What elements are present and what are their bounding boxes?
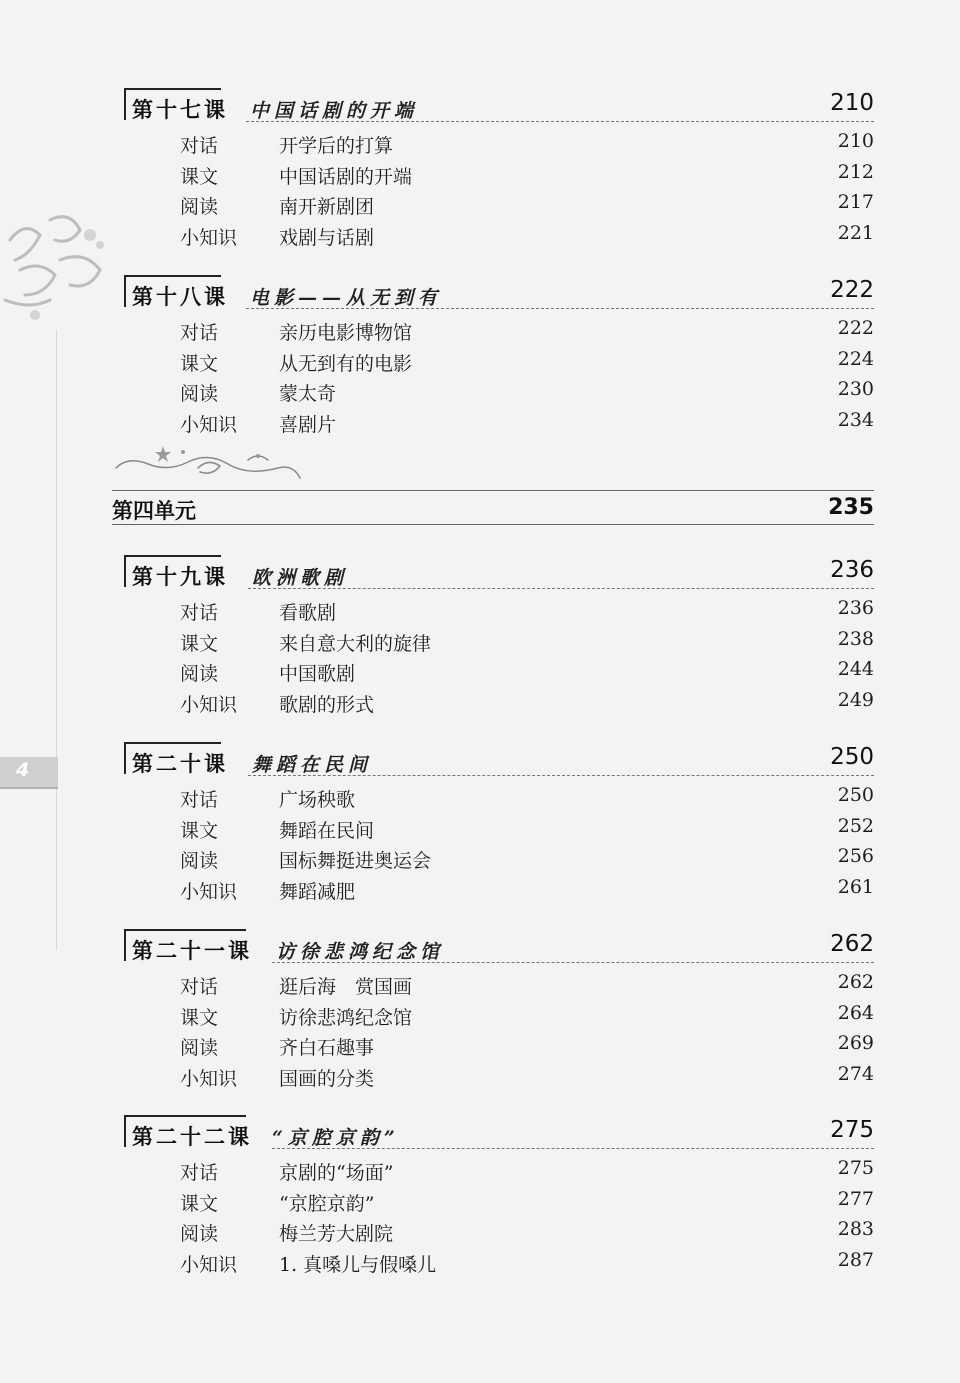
item-type: 阅读 [180, 196, 219, 218]
lesson-title: “京腔京韵” [272, 1127, 400, 1149]
lesson-title: 电影——从无到有 [250, 287, 443, 309]
item-page: 210 [837, 130, 874, 152]
toc-item [124, 129, 874, 160]
item-title: 广场秧歌 [279, 789, 356, 811]
toc-item [124, 1001, 874, 1032]
lesson-20 [124, 742, 874, 905]
item-title: 1. 真嗓儿与假嗓儿 [279, 1253, 437, 1276]
item-title: 亲历电影博物馆 [279, 322, 413, 344]
item-page: 224 [837, 347, 874, 370]
item-page: 274 [837, 1062, 874, 1085]
item-type: 阅读 [180, 850, 219, 872]
item-type: 小知识 [180, 880, 238, 903]
lesson-number: 第十八课 [132, 285, 228, 309]
toc-item [124, 688, 874, 719]
item-type: 课文 [180, 1006, 219, 1029]
item-title: 京剧的“场面” [279, 1162, 394, 1184]
toc-item [124, 160, 874, 191]
item-title: 国画的分类 [279, 1067, 375, 1090]
item-page: 230 [837, 378, 874, 400]
toc-item [124, 596, 874, 627]
toc-item [124, 1156, 874, 1187]
toc-item [124, 875, 874, 906]
item-type: 课文 [180, 352, 219, 375]
item-page: 277 [837, 1187, 874, 1210]
item-page: 283 [837, 1218, 874, 1240]
dotted-rule [246, 121, 874, 122]
item-page: 250 [837, 784, 874, 806]
toc-item [124, 657, 874, 688]
page-number: 4 [16, 759, 30, 781]
item-title: 看歌剧 [279, 602, 337, 624]
dotted-rule [246, 308, 874, 309]
lesson-18 [124, 275, 874, 438]
item-title: 喜剧片 [279, 413, 337, 436]
item-title: 国标舞挺进奥运会 [279, 850, 432, 872]
toc-item [124, 1031, 874, 1062]
lesson-title: 欧洲歌剧 [252, 567, 349, 589]
item-page: 256 [837, 845, 874, 867]
unit-title: 第四单元 [112, 499, 196, 523]
toc-item [124, 190, 874, 221]
lesson-number: 第二十二课 [132, 1125, 252, 1149]
unit-rule-top [112, 490, 874, 491]
item-page: 222 [837, 317, 874, 339]
item-page: 221 [837, 221, 874, 244]
item-page: 252 [837, 814, 874, 837]
item-page: 217 [837, 191, 874, 213]
toc-item [124, 1187, 874, 1218]
unit-rule-bottom [112, 524, 874, 525]
item-type: 小知识 [180, 226, 238, 249]
dotted-rule [272, 1148, 874, 1149]
item-title: 齐白石趣事 [279, 1037, 375, 1059]
item-title: 来自意大利的旋律 [279, 632, 432, 655]
item-type: 阅读 [180, 1037, 219, 1059]
item-title: 访徐悲鸿纪念馆 [279, 1006, 413, 1029]
toc-item [124, 814, 874, 845]
dotted-rule [272, 962, 874, 963]
item-page: 234 [837, 408, 874, 431]
lesson-title: 访徐悲鸿纪念馆 [276, 941, 445, 963]
item-page: 262 [837, 971, 874, 993]
floral-ornament-icon [0, 200, 120, 350]
item-title: 从无到有的电影 [279, 352, 413, 375]
item-type: 对话 [180, 135, 219, 157]
item-type: 对话 [180, 1162, 219, 1184]
item-type: 课文 [180, 1192, 219, 1215]
lesson-page: 222 [830, 277, 874, 303]
item-type: 课文 [180, 165, 219, 188]
lesson-header [124, 929, 874, 969]
toc-item [124, 316, 874, 347]
toc-item [124, 1248, 874, 1279]
item-title: 歌剧的形式 [279, 693, 375, 716]
toc-item [124, 1217, 874, 1248]
lesson-number: 第十七课 [132, 98, 228, 122]
toc-item [124, 970, 874, 1001]
item-type: 小知识 [180, 1067, 238, 1090]
item-title: 蒙太奇 [279, 383, 337, 405]
item-type: 阅读 [180, 663, 219, 685]
toc-item [124, 627, 874, 658]
unit-page: 235 [828, 495, 874, 520]
lesson-17 [124, 88, 874, 251]
dotted-rule [248, 588, 874, 589]
item-title: 南开新剧团 [279, 196, 375, 218]
toc-item [124, 377, 874, 408]
item-title: 戏剧与话剧 [279, 226, 375, 249]
lesson-title: 舞蹈在民间 [252, 754, 373, 776]
lesson-page: 250 [830, 744, 874, 770]
lesson-page: 210 [830, 90, 874, 116]
item-page: 212 [837, 160, 874, 183]
item-type: 阅读 [180, 383, 219, 405]
lesson-header [124, 742, 874, 782]
item-type: 阅读 [180, 1223, 219, 1245]
item-page: 264 [837, 1001, 874, 1024]
toc-item [124, 347, 874, 378]
lesson-page: 262 [830, 931, 874, 957]
item-type: 课文 [180, 819, 219, 842]
lesson-21 [124, 929, 874, 1092]
item-type: 小知识 [180, 413, 238, 436]
lesson-page: 236 [830, 557, 874, 583]
lesson-19 [124, 555, 874, 718]
item-page: 269 [837, 1032, 874, 1054]
lesson-number: 第二十一课 [132, 939, 252, 963]
item-type: 小知识 [180, 1253, 238, 1276]
item-page: 236 [837, 597, 874, 619]
item-page: 287 [837, 1248, 874, 1271]
item-page: 261 [837, 875, 874, 898]
toc-item [124, 221, 874, 252]
item-page: 249 [837, 688, 874, 711]
lesson-header [124, 88, 874, 128]
lesson-number: 第二十课 [132, 752, 228, 776]
dotted-rule [248, 775, 874, 776]
flourish-icon [108, 438, 308, 494]
item-title: 梅兰芳大剧院 [279, 1223, 394, 1245]
item-title: 中国话剧的开端 [279, 165, 413, 188]
item-type: 课文 [180, 632, 219, 655]
item-type: 小知识 [180, 693, 238, 716]
toc-item [124, 844, 874, 875]
lesson-header [124, 1115, 874, 1155]
item-type: 对话 [180, 322, 219, 344]
item-title: 逛后海 赏国画 [279, 976, 413, 998]
item-title: “京腔京韵” [279, 1192, 375, 1215]
item-type: 对话 [180, 789, 219, 811]
lesson-title: 中国话剧的开端 [250, 100, 419, 122]
item-type: 对话 [180, 976, 219, 998]
page-number-tab [0, 757, 58, 789]
item-page: 275 [837, 1157, 874, 1179]
item-page: 238 [837, 627, 874, 650]
toc-item [124, 408, 874, 439]
item-title: 开学后的打算 [279, 135, 394, 157]
lesson-header [124, 555, 874, 595]
toc-item [124, 783, 874, 814]
lesson-22 [124, 1115, 874, 1278]
item-page: 244 [837, 658, 874, 680]
item-title: 中国歌剧 [279, 663, 356, 685]
lesson-header [124, 275, 874, 315]
lesson-page: 275 [830, 1117, 874, 1143]
toc-item [124, 1062, 874, 1093]
margin-line [56, 330, 57, 950]
item-title: 舞蹈在民间 [279, 819, 375, 842]
item-type: 对话 [180, 602, 219, 624]
item-title: 舞蹈减肥 [279, 880, 356, 903]
lesson-number: 第十九课 [132, 565, 228, 589]
